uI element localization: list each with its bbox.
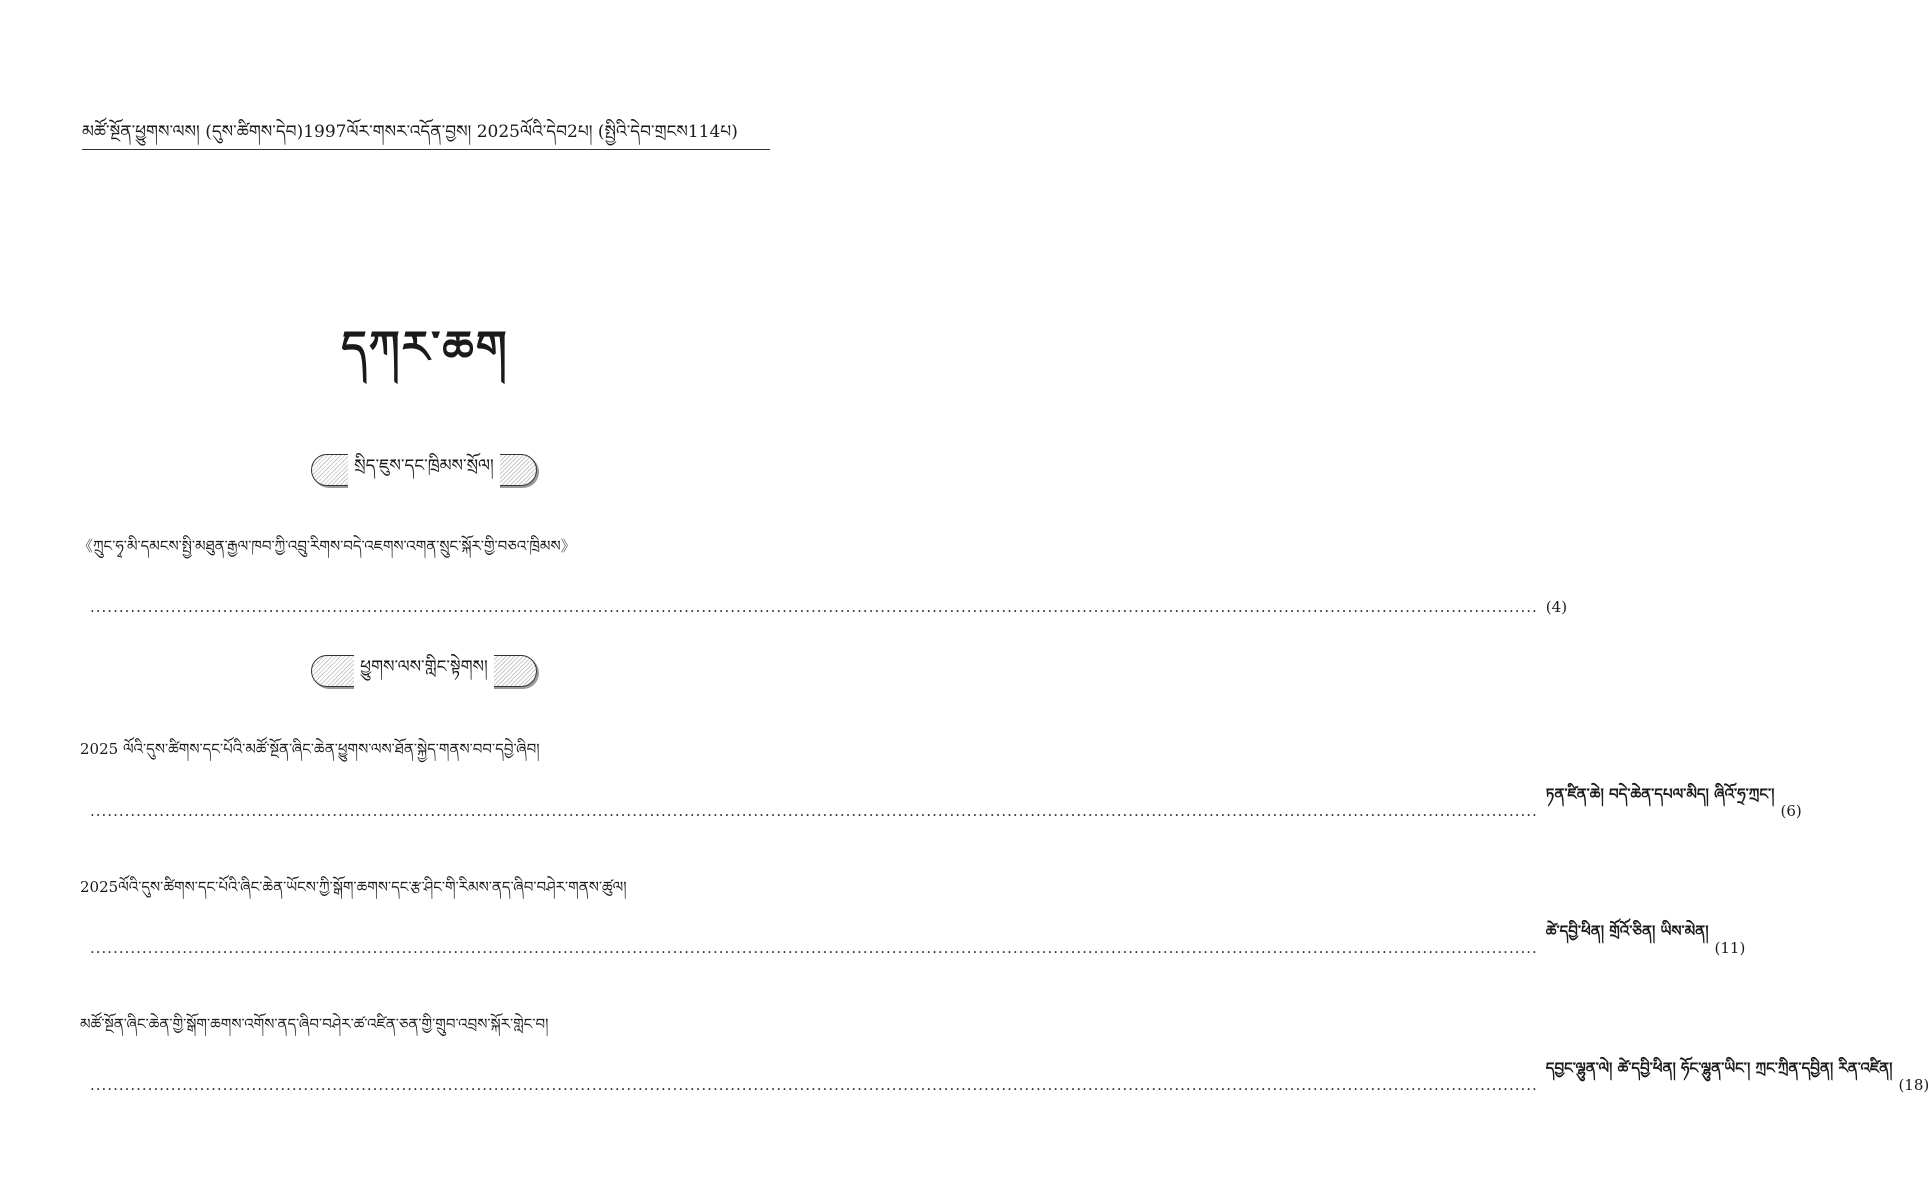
- section-heading-label: ཕྱུགས་ལས་གླིང་སྟེགས།: [354, 647, 494, 695]
- toc-entry-title[interactable]: 2025 ལོའི་དུས་ཚིགས་དང་པོའི་མཚོ་སྔོན་ཞིང་ཆེན་ཕྱུགས་ལས་ཐོན་སྐྱེད་གནས་བབ་དབྱེ་ཞིབ།: [80, 740, 540, 758]
- dot-leader: ...........................................................................................................................................................................................................................................................: [90, 802, 1538, 820]
- toc-entry-title[interactable]: 2025ལོའི་དུས་ཚིགས་དང་པོའི་ཞིང་ཆེན་ཡོངས་ཀྱི་སྒོག་ཆགས་དང་རྩ་ཤིང་གི་རིམས་ནད་ཞིབ་བཤེར་གནས་ཚུལ།: [80, 878, 627, 896]
- dot-leader: ...........................................................................................................................................................................................................................................................: [90, 939, 1538, 957]
- section-heading-policy: [311, 454, 537, 486]
- toc-entry-leader-row[interactable]: [90, 1059, 1929, 1094]
- journal-header: མཚོ་སྔོན་ཕྱུགས་ལས། (དུས་ཚིགས་དེབ)1997ལོར་གསར་འདོན་བྱས། 2025ལོའི་དེབ2པ། (སྤྱིའི་དེབ་གྲངས114པ): [82, 122, 738, 142]
- page-title: དཀར་ཆག: [341, 322, 509, 373]
- toc-entry-author: ཏན་ཛིན་ཆེ། བདེ་ཆེན་དཔལ་མིད། ཞིའོ་ཧྲ་ཀྲང་།: [1545, 785, 1775, 803]
- toc-entry-page: (4): [1545, 598, 1568, 616]
- toc-entry-page: (11): [1714, 939, 1746, 957]
- toc-entry-title[interactable]: 《ཀྲུང་ཧྭ་མི་དམངས་སྤྱི་མཐུན་རྒྱལ་ཁབ་ཀྱི་འབྲུ་རིགས་བདེ་འཇགས་འགན་སྲུང་སྐོར་གྱི་བཅའ་ཁྲིམས》: [78, 537, 576, 555]
- toc-entry-page: (18): [1898, 1076, 1929, 1094]
- section-heading-livestock: [311, 655, 537, 687]
- toc-entry-page: (6): [1780, 802, 1802, 820]
- toc-entry-author: ཚེ་དབྱི་ཕིན། གྲོའོ་ཅིན། ཡིས་མེན།: [1545, 922, 1709, 940]
- toc-entry-leader-row[interactable]: [90, 785, 1802, 820]
- section-heading-label: སྲིད་ཇུས་དང་ཁྲིམས་སྲོལ།: [348, 446, 500, 494]
- dot-leader: ...........................................................................................................................................................................................................................................................: [90, 1076, 1538, 1094]
- header-rule: [82, 149, 770, 150]
- toc-entry-leader-row[interactable]: [90, 594, 1568, 616]
- toc-entry-leader-row[interactable]: [90, 922, 1746, 957]
- toc-entry-author: དབྱང་ལྷུན་ལེ། ཚེ་དབྱི་ཕིན། ཧོང་ལྷུན་ཡིང་། ཀྲང་ཀྲིན་དབྱིན། རིན་འཛིན།: [1545, 1059, 1893, 1077]
- dot-leader: ...........................................................................................................................................................................................................................................................: [90, 598, 1538, 616]
- toc-entry-title[interactable]: མཚོ་སྔོན་ཞིང་ཆེན་གྱི་སྒོག་ཆགས་འགོས་ནད་ཞིབ་བཤེར་ཚ་འཛིན་ཅན་གྱི་གྲུབ་འབྲས་སྐོར་གླེང་བ།: [80, 1015, 549, 1033]
